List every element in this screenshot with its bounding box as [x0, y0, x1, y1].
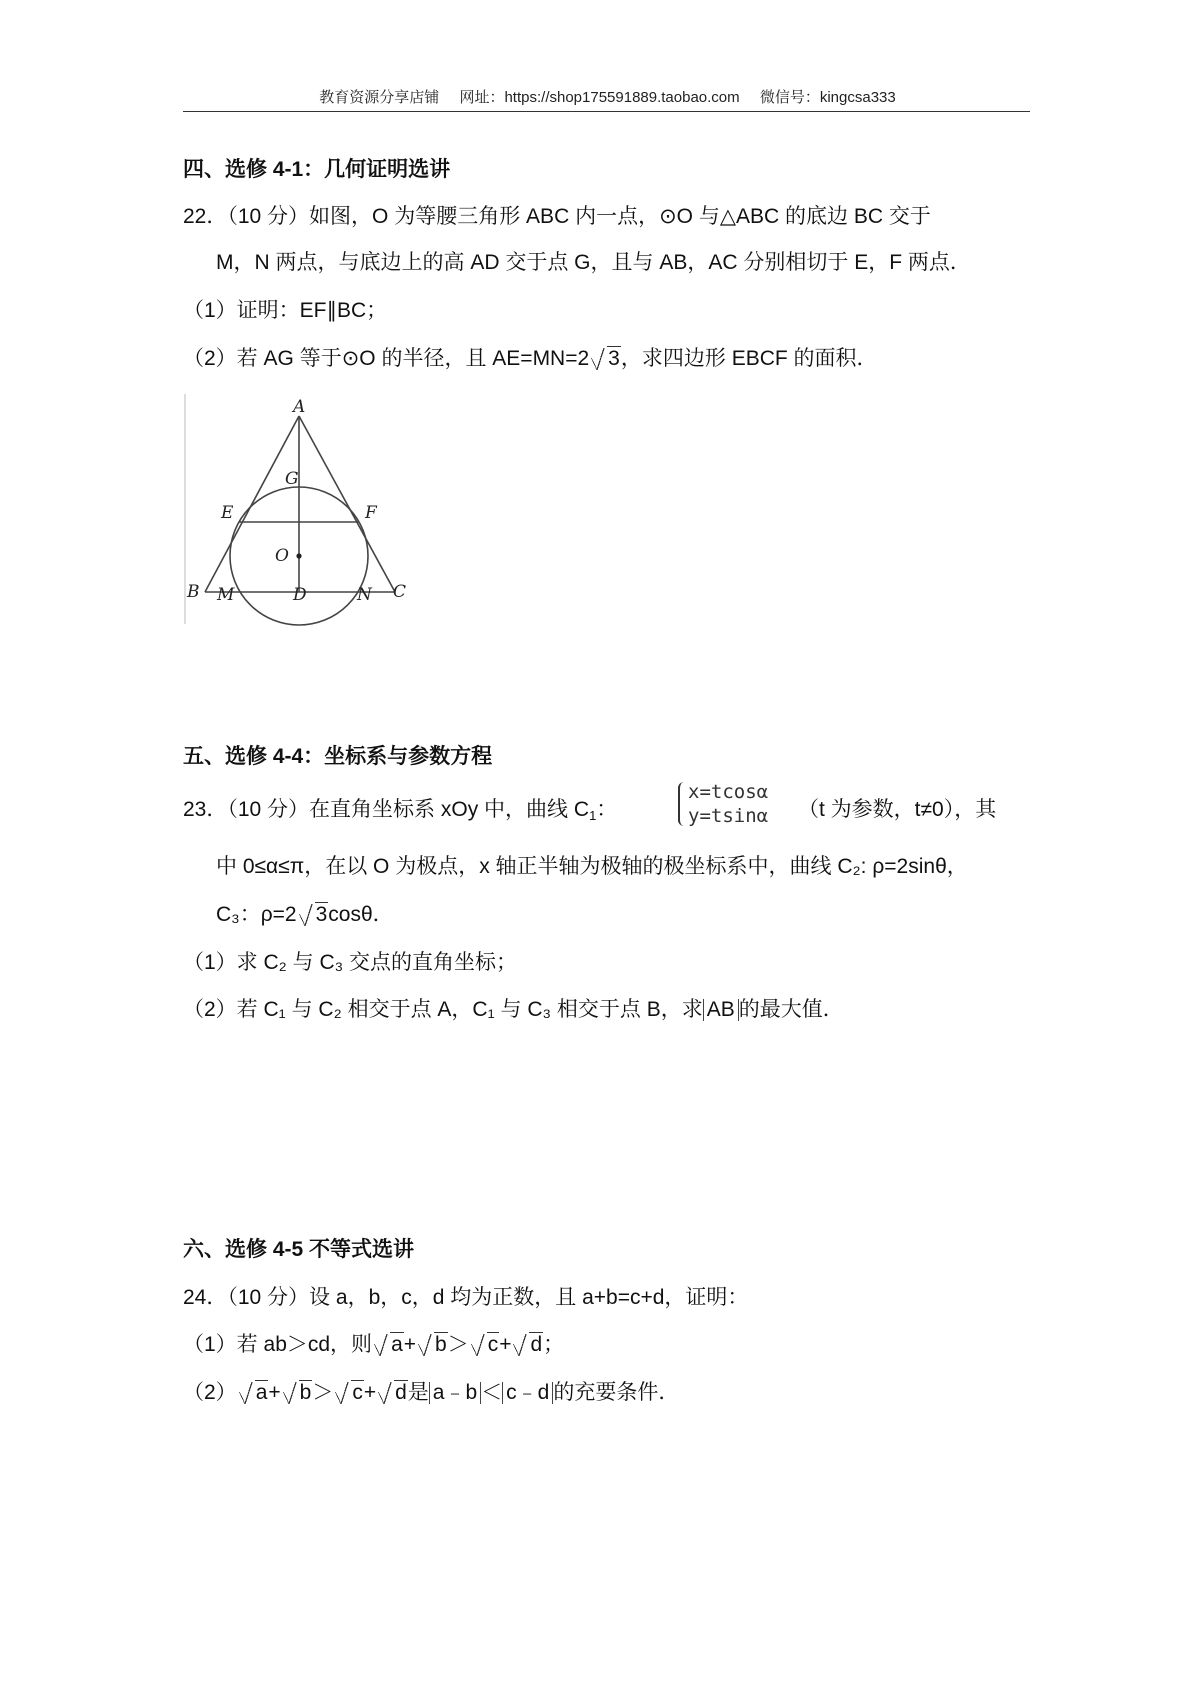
- label-D: D: [293, 585, 307, 605]
- label-G: G: [285, 469, 299, 489]
- q22-line1: 22．（10 分）如图，O 为等腰三角形 ABC 内一点，⊙O 与△ABC 的底边 BC 交于: [183, 205, 931, 228]
- label-B: B: [187, 582, 200, 602]
- q23-line3: [216, 900, 394, 930]
- radicand: 3: [608, 347, 620, 370]
- radicand: d: [395, 1381, 407, 1404]
- sqrt-c: [471, 1330, 500, 1360]
- radicand: b: [435, 1333, 447, 1356]
- q24-line1: 24．（10 分）设 a，b，c，d 均为正数，且 a+b=c+d，证明：: [183, 1286, 749, 1309]
- system-row-2: y=tsinα: [688, 805, 769, 827]
- q22-part2-text-b: ，求四边形 EBCF 的面积．: [620, 347, 878, 370]
- q24-part2-a: （2）: [183, 1381, 237, 1404]
- shop-name: 教育资源分享店铺: [319, 89, 440, 106]
- plus-sign: +: [363, 1381, 377, 1404]
- q23-prefix: 23．（10 分）在直角坐标系 xOy 中，曲线 C: [183, 798, 590, 821]
- q24-part2-b: 是: [407, 1381, 429, 1404]
- section6-heading: 六、选修 4-5 不等式选讲: [183, 1238, 415, 1261]
- q23-c1-sub: 1: [589, 808, 597, 823]
- q24-part1-b: ；: [543, 1333, 565, 1356]
- q24-part2-c: 的充要条件．: [553, 1381, 680, 1404]
- radicand: a: [255, 1381, 268, 1404]
- section4-heading: 四、选修 4-1：几何证明选讲: [183, 158, 451, 181]
- q23-line3-a: C₃：ρ=2: [216, 903, 297, 926]
- sqrt-3: [591, 344, 621, 374]
- geometry-figure: [183, 394, 423, 629]
- plus-sign: +: [268, 1381, 281, 1404]
- q23-line2: 中 0≤α≤π，在以 O 为极点，x 轴正半轴为极轴的极坐标系中，曲线 C₂: ρ=2sinθ，: [216, 855, 968, 878]
- gt-sign: ＞: [312, 1381, 334, 1404]
- plus-sign: +: [499, 1333, 512, 1356]
- gt-sign: ＞: [447, 1333, 469, 1356]
- q23-part2-a: （2）若 C₁ 与 C₂ 相交于点 A，C₁ 与 C₃ 相交于点 B，求: [183, 998, 703, 1021]
- radicand: 3: [315, 903, 328, 926]
- parametric-system: [678, 780, 768, 828]
- q22-part2-text-a: （2）若 AG 等于⊙O 的半径，且 AE=MN=2: [183, 347, 590, 370]
- sqrt-d: [513, 1330, 543, 1360]
- sqrt-b: [418, 1330, 448, 1360]
- abs-AB: AB: [703, 999, 739, 1021]
- label-N: N: [357, 585, 372, 605]
- system-row-1: x=tcosα: [688, 781, 769, 803]
- q24-part2: [183, 1378, 679, 1408]
- q22-line2: M，N 两点，与底边上的高 AD 交于点 G，且与 AB，AC 分别相切于 E，F 两点．: [216, 251, 971, 274]
- radicand: d: [530, 1333, 543, 1356]
- shop-url[interactable]: 网址：https://shop175591889.taobao.com: [459, 89, 740, 106]
- lt-sign: ＜: [481, 1381, 503, 1404]
- radicand: a: [391, 1333, 403, 1356]
- label-E: E: [221, 503, 234, 523]
- header-divider: [183, 111, 1030, 112]
- radicand: c: [487, 1333, 499, 1356]
- sqrt-b: [283, 1378, 313, 1408]
- q23-line3-b: cosθ．: [328, 903, 394, 926]
- q24-part1-a: （1）若 ab＞cd，则: [183, 1333, 373, 1356]
- q23-part2: [183, 995, 844, 1025]
- q22-part2: [183, 344, 878, 374]
- abs-c-minus-d: c﹣d: [502, 1382, 553, 1404]
- q23-line1: [183, 795, 617, 825]
- q23-part1: （1）求 C₂ 与 C₃ 交点的直角坐标；: [183, 951, 518, 974]
- radicand: b: [299, 1381, 312, 1404]
- q23-suffix: （t 为参数，t≠0），其: [798, 798, 997, 821]
- sqrt-a: [239, 1378, 269, 1408]
- label-A: A: [293, 397, 306, 417]
- page-header: [185, 86, 1030, 107]
- abs-a-minus-b: a﹣b: [429, 1382, 481, 1404]
- q23-part2-b: 的最大值．: [738, 998, 844, 1021]
- sqrt-a: [374, 1330, 404, 1360]
- q22-part1: （1）证明：EF∥BC；: [183, 299, 388, 322]
- label-F: F: [365, 503, 377, 523]
- wechat-id: 微信号：kingcsa333: [759, 89, 896, 106]
- plus-sign: +: [403, 1333, 417, 1356]
- section5-heading: 五、选修 4-4：坐标系与参数方程: [183, 745, 493, 768]
- sqrt-d: [378, 1378, 408, 1408]
- label-M: M: [217, 585, 235, 605]
- label-O: O: [275, 546, 289, 566]
- q23-colon: ：: [596, 798, 618, 821]
- q24-part1: [183, 1330, 564, 1360]
- radicand: c: [352, 1381, 363, 1404]
- label-C: C: [393, 582, 407, 602]
- sqrt-3: [299, 900, 329, 930]
- sqrt-c: [335, 1378, 364, 1408]
